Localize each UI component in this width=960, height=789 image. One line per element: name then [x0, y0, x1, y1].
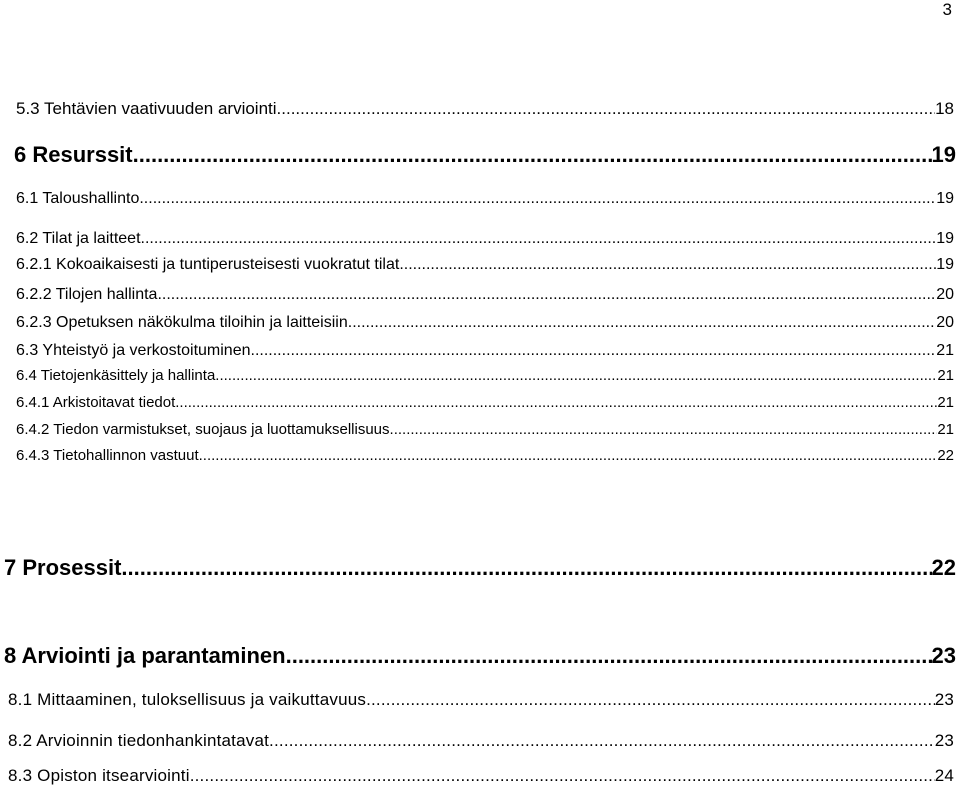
toc-leader-dots	[199, 446, 938, 466]
toc-entry-title: 6.4.1 Arkistoitavat tiedot	[16, 394, 176, 411]
toc-entry-6-4-3[interactable]	[16, 446, 954, 466]
toc-entry-page: 19	[936, 190, 954, 207]
toc-entry-title: 6.1 Taloushallinto	[16, 190, 140, 207]
toc-entry-page: 19	[936, 256, 954, 273]
toc-entry-page: 18	[935, 99, 954, 118]
toc-entry-6[interactable]	[14, 141, 956, 169]
toc-entry-6-4-1[interactable]	[16, 393, 954, 413]
toc-entry-6-4[interactable]	[16, 366, 954, 386]
toc-leader-dots	[390, 420, 938, 440]
toc-entry-title: 6.3 Yhteistyö ja verkostoituminen	[16, 342, 251, 359]
toc-entry-page: 21	[936, 342, 954, 359]
toc-leader-dots	[139, 188, 936, 210]
toc-entry-title: 6.4.3 Tietohallinnon vastuut	[16, 447, 199, 464]
toc-entry-page: 21	[937, 394, 954, 411]
toc-entry-title: 6.2.1 Kokoaikaisesti ja tuntiperusteisesti vuokratut tilat	[16, 256, 400, 273]
toc-entry-title: 6.4 Tietojenkäsittely ja hallinta	[16, 367, 216, 384]
toc-entry-page: 21	[937, 421, 954, 438]
toc-leader-dots	[190, 764, 935, 788]
toc-entry-6-2-3[interactable]	[16, 312, 954, 334]
toc-entry-title: 6 Resurssit	[14, 142, 133, 167]
toc-entry-title: 6.2 Tilat ja laitteet	[16, 230, 141, 247]
toc-entry-title: 8.3 Opiston itsearviointi	[8, 766, 190, 785]
toc-leader-dots	[269, 729, 935, 753]
toc-leader-dots	[121, 554, 931, 582]
toc-leader-dots	[157, 284, 936, 306]
toc-entry-title: 8.2 Arvioinnin tiedonhankintatavat	[8, 731, 270, 750]
toc-entry-8-2[interactable]	[8, 729, 954, 753]
toc-leader-dots	[215, 366, 937, 386]
toc-entry-6-3[interactable]	[16, 340, 954, 362]
toc-entry-6-4-2[interactable]	[16, 420, 954, 440]
toc-entry-page: 22	[937, 447, 954, 464]
toc-entry-7[interactable]	[4, 554, 956, 582]
toc-leader-dots	[175, 393, 937, 413]
toc-leader-dots	[133, 141, 932, 169]
toc-entry-6-1[interactable]	[16, 188, 954, 210]
toc-entry-page: 19	[931, 142, 956, 167]
toc-entry-6-2-1[interactable]	[16, 254, 954, 276]
toc-leader-dots	[251, 340, 937, 362]
toc-entry-title: 6.2.3 Opetuksen näkökulma tiloihin ja laitteisiin	[16, 314, 348, 331]
toc-entry-page: 24	[934, 766, 954, 785]
page-number: 3	[942, 0, 952, 19]
toc-entry-page: 23	[931, 643, 956, 668]
toc-entry-page: 20	[936, 314, 954, 331]
toc-entry-page: 22	[931, 555, 956, 580]
toc-entry-title: 8 Arviointi ja parantaminen	[4, 643, 286, 668]
toc-entry-page: 23	[934, 731, 954, 750]
toc-leader-dots	[348, 312, 936, 334]
toc-leader-dots	[366, 688, 935, 712]
toc-entry-page: 23	[934, 690, 954, 709]
toc-entry-6-2-2[interactable]	[16, 284, 954, 306]
toc-entry-title: 6.2.2 Tilojen hallinta	[16, 286, 158, 303]
toc-entry-title: 6.4.2 Tiedon varmistukset, suojaus ja luottamuksellisuus	[16, 421, 390, 438]
toc-entry-8-1[interactable]	[8, 688, 954, 712]
toc-leader-dots	[399, 254, 936, 276]
toc-entry-6-2[interactable]	[16, 228, 954, 250]
toc-entry-page: 20	[936, 286, 954, 303]
toc-leader-dots	[277, 97, 936, 121]
toc-entry-title: 8.1 Mittaaminen, tuloksellisuus ja vaikuttavuus	[8, 690, 367, 709]
toc-entry-page: 21	[937, 367, 954, 384]
toc-leader-dots	[141, 228, 937, 250]
toc-entry-title: 7 Prosessit	[4, 555, 122, 580]
toc-entry-8-3[interactable]	[8, 764, 954, 788]
toc-entry-8[interactable]	[4, 642, 956, 670]
toc-leader-dots	[286, 642, 932, 670]
toc-entry-title: 5.3 Tehtävien vaativuuden arviointi	[16, 99, 277, 118]
toc-entry-5-3[interactable]	[16, 97, 954, 121]
toc-entry-page: 19	[936, 230, 954, 247]
